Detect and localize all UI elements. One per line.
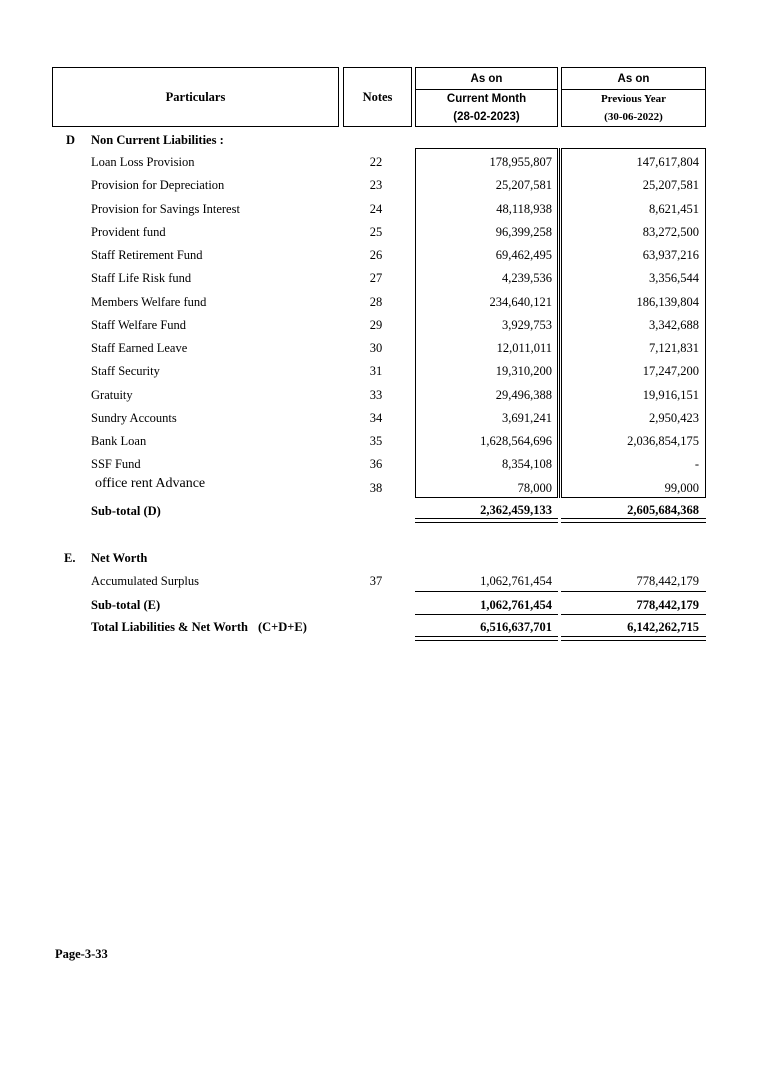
row-current: 1,628,564,696: [480, 434, 552, 448]
row-label: Staff Retirement Fund: [91, 248, 203, 262]
current-as-on: As on: [470, 72, 503, 85]
row-current: 69,462,495: [495, 248, 552, 262]
row-note: 30: [369, 341, 383, 355]
page-number: Page-3-33: [55, 947, 108, 961]
subtotal-e-current-underline: [415, 614, 558, 615]
subtotal-e-label: Sub-total (E): [91, 598, 161, 612]
row-current: 78,000: [517, 481, 552, 495]
row-previous: 2,036,854,175: [627, 434, 699, 448]
row-previous: 778,442,179: [636, 574, 699, 588]
row-label: Members Welfare fund: [91, 295, 207, 309]
row-current: 4,239,536: [502, 271, 552, 285]
previous-year-title: Previous Year: [600, 93, 667, 105]
row-previous: 8,621,451: [649, 202, 699, 216]
row-current: 234,640,121: [489, 295, 552, 309]
row-note: 38: [369, 481, 383, 495]
row-note: 25: [369, 225, 383, 239]
row-note: 26: [369, 248, 383, 262]
row-previous: 3,342,688: [649, 318, 699, 332]
total-label-text: Total Liabilities & Net Worth: [91, 620, 248, 634]
total-formula: (C+D+E): [257, 620, 307, 634]
row-label: Sundry Accounts: [91, 411, 177, 425]
row-note: 33: [369, 388, 383, 402]
row-previous: -: [694, 457, 699, 471]
particulars-header: [52, 67, 339, 127]
row-previous: 99,000: [664, 481, 699, 495]
total-previous: 6,142,262,715: [627, 620, 699, 634]
previous-year-date: (30-06-2022): [604, 110, 663, 123]
row-label: Loan Loss Provision: [91, 155, 195, 169]
row-current: 48,118,938: [496, 202, 552, 216]
row-note: 36: [369, 457, 383, 471]
subtotal-d-current: 2,362,459,133: [480, 503, 552, 517]
current-month-header: [415, 67, 558, 127]
subtotal-e-previous: 778,442,179: [636, 598, 699, 612]
row-label: Staff Security: [91, 364, 160, 378]
notes-label: Notes: [362, 89, 393, 104]
row-label: Staff Welfare Fund: [91, 318, 187, 332]
row-current: 8,354,108: [502, 457, 552, 471]
section-e-code: E.: [64, 551, 76, 565]
row-label: Staff Earned Leave: [91, 341, 188, 355]
row-current: 12,011,011: [496, 341, 552, 355]
row-note: 37: [369, 574, 383, 588]
section-e-title: Net Worth: [91, 551, 148, 565]
row-current: 178,955,807: [489, 155, 552, 169]
notes-header: [343, 67, 412, 127]
row-label: Gratuity: [91, 388, 133, 402]
subtotal-e-previous-underline: [561, 614, 706, 615]
row-previous: 19,916,151: [642, 388, 699, 402]
row-note: 28: [369, 295, 383, 309]
row-note: 23: [369, 178, 383, 192]
total-current-underline: [415, 636, 558, 641]
particulars-label: Particulars: [165, 89, 226, 104]
row-current: 29,496,388: [495, 388, 552, 402]
subtotal-d-current-underline: [415, 518, 558, 523]
row-note: 24: [369, 202, 383, 216]
surplus-previous-underline: [561, 591, 706, 592]
subtotal-d-label: Sub-total (D): [91, 504, 161, 518]
row-label: Provision for Savings Interest: [91, 202, 240, 216]
row-note: 29: [369, 318, 383, 332]
previous-as-on: As on: [617, 72, 650, 85]
row-previous: 25,207,581: [642, 178, 699, 192]
row-note: 22: [369, 155, 383, 169]
current-month-date: (28-02-2023): [453, 110, 520, 123]
subtotal-d-previous-underline: [561, 518, 706, 523]
row-previous: 7,121,831: [649, 341, 699, 355]
row-label: Provident fund: [91, 225, 166, 239]
row-current: 25,207,581: [495, 178, 552, 192]
section-d-title: Non Current Liabilities :: [91, 133, 224, 147]
total-label: [91, 617, 307, 637]
row-current: 3,691,241: [502, 411, 552, 425]
row-label: Staff Life Risk fund: [91, 271, 192, 285]
section-d-code: D: [66, 133, 76, 147]
total-previous-underline: [561, 636, 706, 641]
row-previous: 83,272,500: [642, 225, 699, 239]
row-previous: 63,937,216: [642, 248, 699, 262]
row-label: SSF Fund: [91, 457, 141, 471]
subtotal-e-current: 1,062,761,454: [480, 598, 552, 612]
row-note: 35: [369, 434, 383, 448]
subtotal-d-previous: 2,605,684,368: [627, 503, 699, 517]
row-note: 34: [369, 411, 383, 425]
row-current: 3,929,753: [502, 318, 552, 332]
row-note: 31: [369, 364, 383, 378]
row-previous: 147,617,804: [636, 155, 699, 169]
row-previous: 186,139,804: [636, 295, 699, 309]
row-label: office rent Advance: [95, 476, 206, 491]
row-current: 1,062,761,454: [480, 574, 552, 588]
row-previous: 3,356,544: [649, 271, 699, 285]
current-month-title: Current Month: [446, 93, 527, 105]
row-label: Bank Loan: [91, 434, 147, 448]
row-previous: 17,247,200: [642, 364, 699, 378]
previous-year-header: [561, 67, 706, 127]
surplus-current-underline: [415, 591, 558, 592]
row-current: 19,310,200: [495, 364, 552, 378]
row-previous: 2,950,423: [649, 411, 699, 425]
total-current: 6,516,637,701: [480, 620, 552, 634]
row-note: 27: [369, 271, 383, 285]
row-label: Accumulated Surplus: [91, 574, 199, 588]
row-label: Provision for Depreciation: [91, 178, 225, 192]
row-current: 96,399,258: [495, 225, 552, 239]
